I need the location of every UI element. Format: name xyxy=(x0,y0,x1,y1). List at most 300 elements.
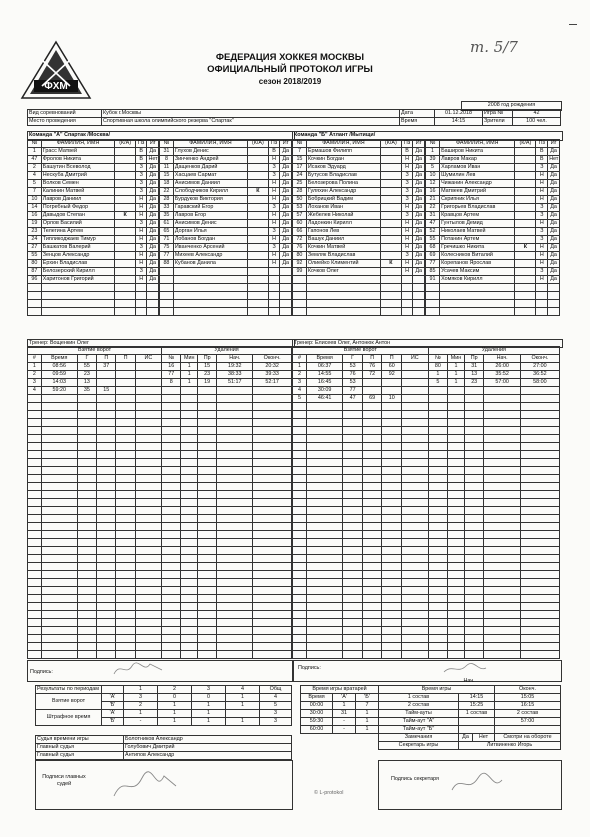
empty-cell xyxy=(484,491,520,499)
empty-cell xyxy=(77,499,96,507)
empty-cell xyxy=(401,539,428,547)
empty-cell xyxy=(197,531,216,539)
empty-cell xyxy=(520,515,559,523)
goal-assist: 60 xyxy=(382,363,402,371)
player-name: Калинин Матвей xyxy=(41,188,115,196)
player-played: Да xyxy=(280,220,292,228)
empty-cell xyxy=(28,563,42,571)
player-name: Гречишко Никита xyxy=(440,244,515,252)
empty-cell xyxy=(293,459,307,467)
empty-cell xyxy=(448,427,465,435)
player-position: Н xyxy=(268,236,280,244)
player-played: Да xyxy=(413,164,425,172)
empty-cell xyxy=(197,555,216,563)
player-name: Шумилин Лев xyxy=(440,172,515,180)
empty-cell xyxy=(41,403,77,411)
goals-head: Г xyxy=(77,355,96,363)
empty-cell xyxy=(41,587,77,595)
empty-cell xyxy=(293,499,307,507)
player-position: Н xyxy=(536,252,548,260)
period-goal: 0 xyxy=(158,694,192,702)
event-row xyxy=(28,539,292,547)
empty-cell xyxy=(116,443,135,451)
pen-start: 35:52 xyxy=(484,371,520,379)
game-time-title: Время игры xyxy=(379,686,495,694)
timeout-1: 1 состав xyxy=(459,710,495,718)
empty-cell xyxy=(306,619,342,627)
event-row xyxy=(28,563,292,571)
empty-cell xyxy=(362,523,382,531)
empty-cell xyxy=(343,427,363,435)
empty-cell xyxy=(135,467,161,475)
player-role xyxy=(380,244,401,252)
empty-cell xyxy=(253,515,292,523)
roster-row xyxy=(28,188,159,196)
roster-row xyxy=(28,276,159,284)
player-role xyxy=(515,172,536,180)
player-position: З xyxy=(268,172,280,180)
empty-cell xyxy=(448,643,465,651)
roster-row xyxy=(293,276,425,284)
empty-cell xyxy=(464,451,484,459)
empty-cell xyxy=(428,483,448,491)
gk-cell: 1 xyxy=(356,718,379,726)
roster-row xyxy=(160,172,292,180)
empty-cell xyxy=(77,627,96,635)
penalties-head: Пр xyxy=(197,355,216,363)
empty-cell xyxy=(116,611,135,619)
player-position: Н xyxy=(536,188,548,196)
empty-cell xyxy=(116,419,135,427)
goal-assist xyxy=(116,371,135,379)
gk-title: Время игры вратарей xyxy=(301,686,379,694)
player-name: Скрипник Илья xyxy=(440,196,515,204)
player-number: 80 xyxy=(28,260,42,268)
player-number: 57 xyxy=(293,212,307,220)
empty-cell xyxy=(28,619,42,627)
player-name: Лобанов Богдан xyxy=(173,236,247,244)
player-position: З xyxy=(135,180,146,188)
empty-cell xyxy=(382,643,402,651)
goal-number: 2 xyxy=(293,371,307,379)
game-label: Игра № xyxy=(483,110,513,118)
empty-cell xyxy=(362,571,382,579)
empty-cell xyxy=(41,459,77,467)
player-played xyxy=(280,292,292,300)
player-played: Да xyxy=(147,228,159,236)
empty-cell xyxy=(181,515,198,523)
empty-cell xyxy=(77,435,96,443)
ref1: Голубович Дмитрий xyxy=(124,744,292,752)
roster-row xyxy=(293,228,425,236)
empty-cell xyxy=(97,395,116,403)
empty-cell xyxy=(217,555,253,563)
roster-head: Иг xyxy=(147,140,159,148)
empty-cell xyxy=(28,523,42,531)
empty-cell xyxy=(162,619,181,627)
empty-cell xyxy=(362,499,382,507)
roster-head: (К/А) xyxy=(115,140,136,148)
empty-cell xyxy=(41,635,77,643)
player-name xyxy=(41,300,115,308)
document-title xyxy=(165,52,415,88)
empty-cell xyxy=(181,651,198,659)
empty-cell xyxy=(293,475,307,483)
empty-cell xyxy=(484,475,520,483)
empty-cell xyxy=(97,627,116,635)
empty-cell xyxy=(401,507,428,515)
referees-table xyxy=(35,735,292,760)
player-number xyxy=(160,292,174,300)
goal-number: 2 xyxy=(28,371,42,379)
roster-row xyxy=(426,300,560,308)
player-position: З xyxy=(135,188,146,196)
empty-cell xyxy=(197,595,216,603)
event-row xyxy=(28,435,292,443)
empty-cell xyxy=(135,475,161,483)
player-number xyxy=(426,308,440,316)
empty-cell xyxy=(464,627,484,635)
player-name: Гапонов Лев xyxy=(306,228,380,236)
player-position xyxy=(536,284,548,292)
event-row xyxy=(293,427,560,435)
roster-head: Пз xyxy=(268,140,280,148)
player-name xyxy=(306,308,380,316)
empty-cell xyxy=(293,635,307,643)
empty-cell xyxy=(382,483,402,491)
player-name xyxy=(440,292,515,300)
event-row xyxy=(28,627,292,635)
player-role xyxy=(380,164,401,172)
goal-assist: 15 xyxy=(97,387,116,395)
empty-cell xyxy=(217,395,253,403)
player-position: З xyxy=(135,268,146,276)
roster-row xyxy=(293,188,425,196)
empty-cell xyxy=(181,443,198,451)
player-played: Да xyxy=(413,180,425,188)
event-row xyxy=(28,379,292,387)
goal-time: 59:20 xyxy=(41,387,77,395)
empty-cell xyxy=(135,483,161,491)
player-position: З xyxy=(536,228,548,236)
player-position: З xyxy=(536,236,548,244)
date: 01.12.2018 xyxy=(435,110,483,118)
empty-cell xyxy=(197,387,216,395)
player-role xyxy=(515,268,536,276)
empty-cell xyxy=(162,531,181,539)
empty-cell xyxy=(217,635,253,643)
empty-cell xyxy=(362,619,382,627)
empty-cell xyxy=(306,643,342,651)
secretary: Литвиненко Игорь xyxy=(459,742,561,750)
player-number: 10 xyxy=(28,196,42,204)
empty-cell xyxy=(116,499,135,507)
empty-cell xyxy=(343,459,363,467)
empty-cell xyxy=(77,611,96,619)
player-number: 96 xyxy=(28,276,42,284)
player-number: 61 xyxy=(160,220,174,228)
empty-cell xyxy=(428,635,448,643)
player-number: 31 xyxy=(426,212,440,220)
empty-cell xyxy=(293,547,307,555)
empty-cell xyxy=(362,491,382,499)
player-number xyxy=(160,276,174,284)
empty-cell xyxy=(343,507,363,515)
player-number: 5 xyxy=(28,180,42,188)
goals-head: ИС xyxy=(135,355,161,363)
empty-cell xyxy=(41,611,77,619)
empty-cell xyxy=(28,483,42,491)
empty-cell xyxy=(448,403,465,411)
player-played: Да xyxy=(413,220,425,228)
empty-cell xyxy=(77,635,96,643)
event-row xyxy=(28,483,292,491)
empty-cell xyxy=(253,651,292,659)
player-position: Н xyxy=(401,228,413,236)
empty-cell xyxy=(181,387,198,395)
roster-row xyxy=(28,236,159,244)
goal-time: 30:09 xyxy=(306,387,342,395)
roster-b-left xyxy=(292,139,425,316)
empty-cell xyxy=(197,451,216,459)
player-played xyxy=(548,292,560,300)
player-name: Кочкин Матвей xyxy=(306,244,380,252)
empty-cell xyxy=(448,587,465,595)
player-played: Да xyxy=(147,180,159,188)
empty-cell xyxy=(41,595,77,603)
empty-cell xyxy=(135,443,161,451)
empty-cell xyxy=(520,483,559,491)
empty-cell xyxy=(382,571,402,579)
gk-head: 'А' xyxy=(333,694,356,702)
goal-assist: 76 xyxy=(362,363,382,371)
empty-cell xyxy=(362,603,382,611)
empty-cell xyxy=(41,443,77,451)
player-position: Н xyxy=(401,164,413,172)
competition-label: Вид соревнований xyxy=(28,110,102,118)
player-name: Бобрицкий Вадим xyxy=(306,196,380,204)
empty-cell xyxy=(28,531,42,539)
goals-head: # xyxy=(28,355,42,363)
goal-number: 4 xyxy=(293,387,307,395)
spectators-label: Зрители xyxy=(483,118,513,126)
empty-cell xyxy=(197,523,216,531)
goal-assist xyxy=(382,387,402,395)
player-name: Зенцов Александр xyxy=(41,252,115,260)
empty-cell xyxy=(97,523,116,531)
goals-head: П xyxy=(116,355,135,363)
event-row xyxy=(293,603,560,611)
goal-scorer: 53 xyxy=(343,379,363,387)
empty-cell xyxy=(116,603,135,611)
roster-head: (К/А) xyxy=(247,140,268,148)
player-role xyxy=(247,156,268,164)
roster-row xyxy=(426,180,560,188)
player-position: В xyxy=(536,156,548,164)
empty-cell xyxy=(162,515,181,523)
empty-cell xyxy=(162,395,181,403)
empty-cell xyxy=(448,451,465,459)
goal-situation xyxy=(401,395,428,403)
empty-cell xyxy=(116,403,135,411)
empty-cell xyxy=(520,539,559,547)
event-row xyxy=(293,387,560,395)
empty-cell xyxy=(162,427,181,435)
event-row xyxy=(293,443,560,451)
empty-cell xyxy=(362,403,382,411)
empty-cell xyxy=(343,443,363,451)
handwritten-mark: т. 5/7 xyxy=(470,38,518,56)
player-name xyxy=(306,284,380,292)
player-played: Да xyxy=(280,172,292,180)
p1-end: 15:05 xyxy=(495,694,561,702)
roster-row xyxy=(28,300,159,308)
pen-minutes: 1 xyxy=(448,363,465,371)
player-played: Да xyxy=(280,212,292,220)
event-row xyxy=(28,611,292,619)
goal-time: 08:56 xyxy=(41,363,77,371)
roster-row xyxy=(426,268,560,276)
p2-end: 16:15 xyxy=(495,702,561,710)
timeout-a-label: Тайм-аут "А" xyxy=(379,718,459,726)
player-role xyxy=(247,276,268,284)
empty-cell xyxy=(382,419,402,427)
empty-cell xyxy=(382,603,402,611)
player-number: 28 xyxy=(293,188,307,196)
gk-cell: 59:30 xyxy=(301,718,333,726)
roster-row xyxy=(28,180,159,188)
empty-cell xyxy=(217,531,253,539)
empty-cell xyxy=(293,515,307,523)
player-name: Кочкин Богдан xyxy=(306,156,380,164)
empty-cell xyxy=(428,411,448,419)
empty-cell xyxy=(41,555,77,563)
empty-cell xyxy=(97,475,116,483)
empty-cell xyxy=(217,643,253,651)
periods-label: Результаты по периодам xyxy=(36,686,102,694)
period-goal: 2 xyxy=(124,702,158,710)
empty-cell xyxy=(306,531,342,539)
player-number xyxy=(28,308,42,316)
empty-cell xyxy=(77,403,96,411)
empty-cell xyxy=(217,443,253,451)
empty-cell xyxy=(362,611,382,619)
player-number xyxy=(28,300,42,308)
player-name: Зинченко Андрей xyxy=(173,156,247,164)
period-pim: - xyxy=(124,718,158,726)
empty-cell xyxy=(428,419,448,427)
empty-cell xyxy=(520,635,559,643)
empty-cell xyxy=(41,419,77,427)
empty-cell xyxy=(382,651,402,659)
empty-cell xyxy=(428,539,448,547)
player-position: Н xyxy=(536,276,548,284)
player-played: Да xyxy=(147,212,159,220)
empty-cell xyxy=(77,395,96,403)
roster-head: ФАМИЛИЯ, ИМЯ xyxy=(306,140,380,148)
period-head: 2 xyxy=(158,686,192,694)
player-played xyxy=(548,300,560,308)
p2-label: 2 состав xyxy=(379,702,459,710)
empty-cell xyxy=(162,651,181,659)
empty-cell xyxy=(428,427,448,435)
empty-cell xyxy=(293,611,307,619)
player-name: Колесников Виталий xyxy=(440,252,515,260)
empty-cell xyxy=(116,411,135,419)
empty-cell xyxy=(181,627,198,635)
goal-situation xyxy=(135,363,161,371)
empty-cell xyxy=(28,395,42,403)
player-position: Н xyxy=(135,260,146,268)
player-role xyxy=(115,300,136,308)
player-position: Н xyxy=(135,276,146,284)
empty-cell xyxy=(41,475,77,483)
empty-cell xyxy=(97,587,116,595)
player-position: З xyxy=(135,244,146,252)
player-position xyxy=(268,284,280,292)
player-number: 5 xyxy=(426,164,440,172)
player-played: Да xyxy=(548,244,560,252)
roster-row xyxy=(28,268,159,276)
empty-cell xyxy=(343,539,363,547)
player-position xyxy=(401,300,413,308)
empty-cell xyxy=(428,571,448,579)
player-position xyxy=(268,300,280,308)
player-position: З xyxy=(135,172,146,180)
roster-head: (К/А) xyxy=(380,140,401,148)
empty-cell xyxy=(343,515,363,523)
roster-row xyxy=(426,212,560,220)
empty-cell xyxy=(293,531,307,539)
empty-cell xyxy=(217,611,253,619)
empty-cell xyxy=(97,515,116,523)
empty-cell xyxy=(28,515,42,523)
venue: Спортивная школа олимпийского резерва "Спартак" xyxy=(102,118,400,126)
empty-cell xyxy=(135,579,161,587)
goal-assist xyxy=(362,379,382,387)
roster-head: ФАМИЛИЯ, ИМЯ xyxy=(41,140,115,148)
player-played: Да xyxy=(548,164,560,172)
empty-cell xyxy=(464,443,484,451)
player-name: Лавров Егор xyxy=(173,212,247,220)
player-name: Хомяков Кирилл xyxy=(440,276,515,284)
player-name xyxy=(440,284,515,292)
empty-cell xyxy=(520,651,559,659)
empty-cell xyxy=(520,523,559,531)
player-number: 75 xyxy=(160,244,174,252)
empty-cell xyxy=(135,531,161,539)
player-played: Да xyxy=(147,164,159,172)
empty-cell xyxy=(343,491,363,499)
goal-scorer: 23 xyxy=(77,371,96,379)
player-played: Да xyxy=(548,204,560,212)
empty-cell xyxy=(162,627,181,635)
empty-cell xyxy=(28,595,42,603)
player-name: Чижанин Александр xyxy=(440,180,515,188)
empty-cell xyxy=(116,523,135,531)
empty-cell xyxy=(116,563,135,571)
player-position: Н xyxy=(268,212,280,220)
roster-row xyxy=(160,268,292,276)
pen-start: 57:00 xyxy=(484,379,520,387)
event-row xyxy=(28,475,292,483)
goal-scorer: 13 xyxy=(77,379,96,387)
empty-cell xyxy=(116,579,135,587)
player-position: Н xyxy=(536,244,548,252)
empty-cell xyxy=(448,507,465,515)
player-number xyxy=(160,308,174,316)
player-role xyxy=(247,260,268,268)
